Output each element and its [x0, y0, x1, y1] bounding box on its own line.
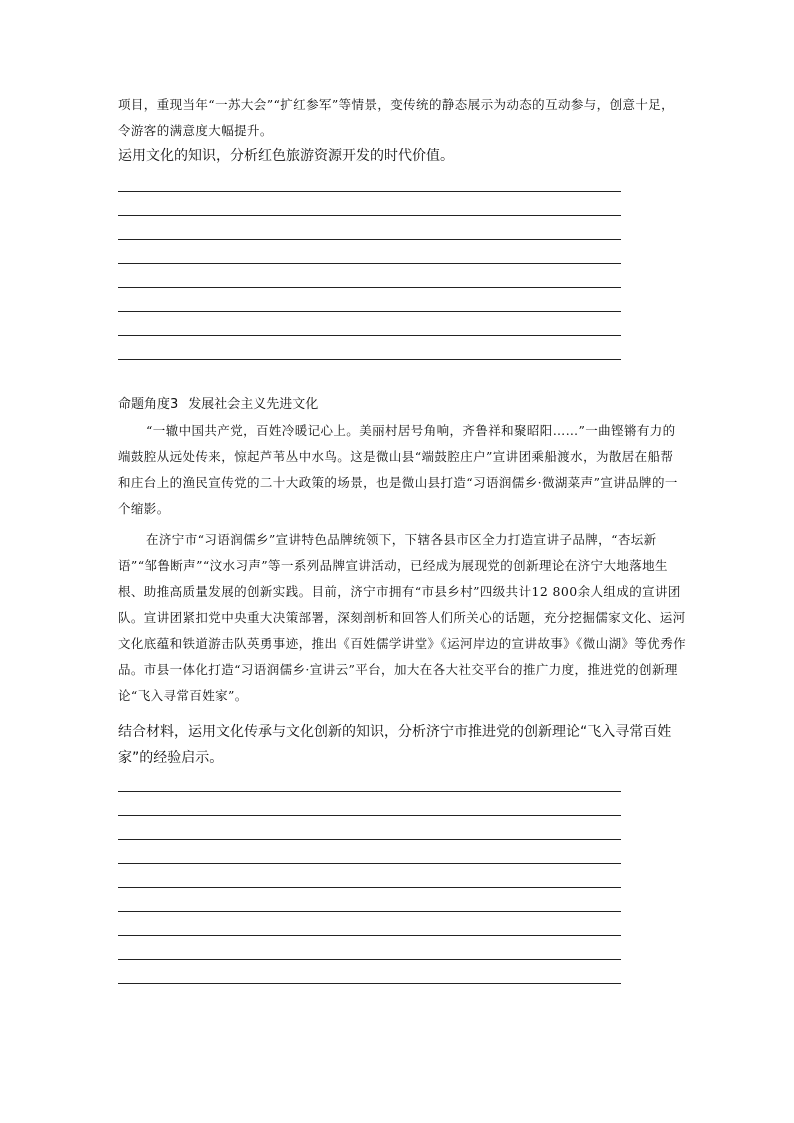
answer-line: [118, 959, 621, 960]
answer-line: [118, 191, 621, 192]
question-1: 运用文化的知识，分析红色旅游资源开发的时代价值。: [118, 148, 454, 164]
answer-line: [118, 263, 621, 264]
heading-label: 命题角度3: [118, 397, 179, 412]
answer-line: [118, 791, 621, 792]
answer-line: [118, 239, 621, 240]
answer-line: [118, 359, 621, 360]
answer-line: [118, 839, 621, 840]
answer-line: [118, 911, 621, 912]
material-continuation: 项目，重现当年“一苏大会”“扩红参军”等情景，变传统的静态展示为动态的互动参与，创意十足，令游客的满意度大幅提升。: [118, 97, 675, 138]
answer-lines-1: [118, 191, 621, 360]
section-heading: [118, 393, 686, 417]
answer-line: [118, 335, 621, 336]
heading-title: 发展社会主义先进文化: [188, 397, 319, 412]
question-2: 结合材料，运用文化传承与文化创新的知识，分析济宁市推进党的创新理论“飞入寻常百姓家”的经验启示。: [118, 724, 672, 766]
material-paragraph-1: “一辙中国共产党，百姓冷暖记心上。美丽村居号角响，齐鲁祥和聚昭阳……”一曲铿锵有力的端鼓腔从远处传来，惊起芦苇丛中水鸟。这是微山县“端鼓腔庄户”宣讲团乘船渡水，为散居在船帮和庄台上的渔民宣传党的二十大政策的场景，也是微山县打造“习语润儒乡·微湖菜声”宣讲品牌的一个缩影。: [118, 423, 678, 516]
answer-line: [118, 287, 621, 288]
answer-lines-2: [118, 791, 621, 984]
answer-line: [118, 815, 621, 816]
answer-line: [118, 215, 621, 216]
answer-line: [118, 983, 621, 984]
answer-line: [118, 935, 621, 936]
answer-line: [118, 887, 621, 888]
answer-line: [118, 311, 621, 312]
answer-line: [118, 863, 621, 864]
material-paragraph-2: 在济宁市“习语润儒乡”宣讲特色品牌统领下，下辖各县市区全力打造宣讲子品牌，“杏坛新语”“邹鲁断声”“汶水习声”等一系列品牌宣讲活动，已经成为展现党的创新理论在济宁大地落地生根、助推高质量发展的创新实践。目前，济宁市拥有“市县乡村”四级共计12 800余人组成的宣讲团队。宣讲团紧扣党中央重大决策部署，深刻剖析和回答人们所关心的话题，充分挖掘儒家文化、运河文化底蕴和铁道游击队英勇事迹，推出《百姓儒学讲堂》《运河岸边的宣讲故事》《微山湖》等优秀作品。市县一体化打造“习语润儒乡·宣讲云”平台，加大在各大社交平台的推广力度，推进党的创新理论“飞入寻常百姓家”。: [118, 532, 687, 703]
